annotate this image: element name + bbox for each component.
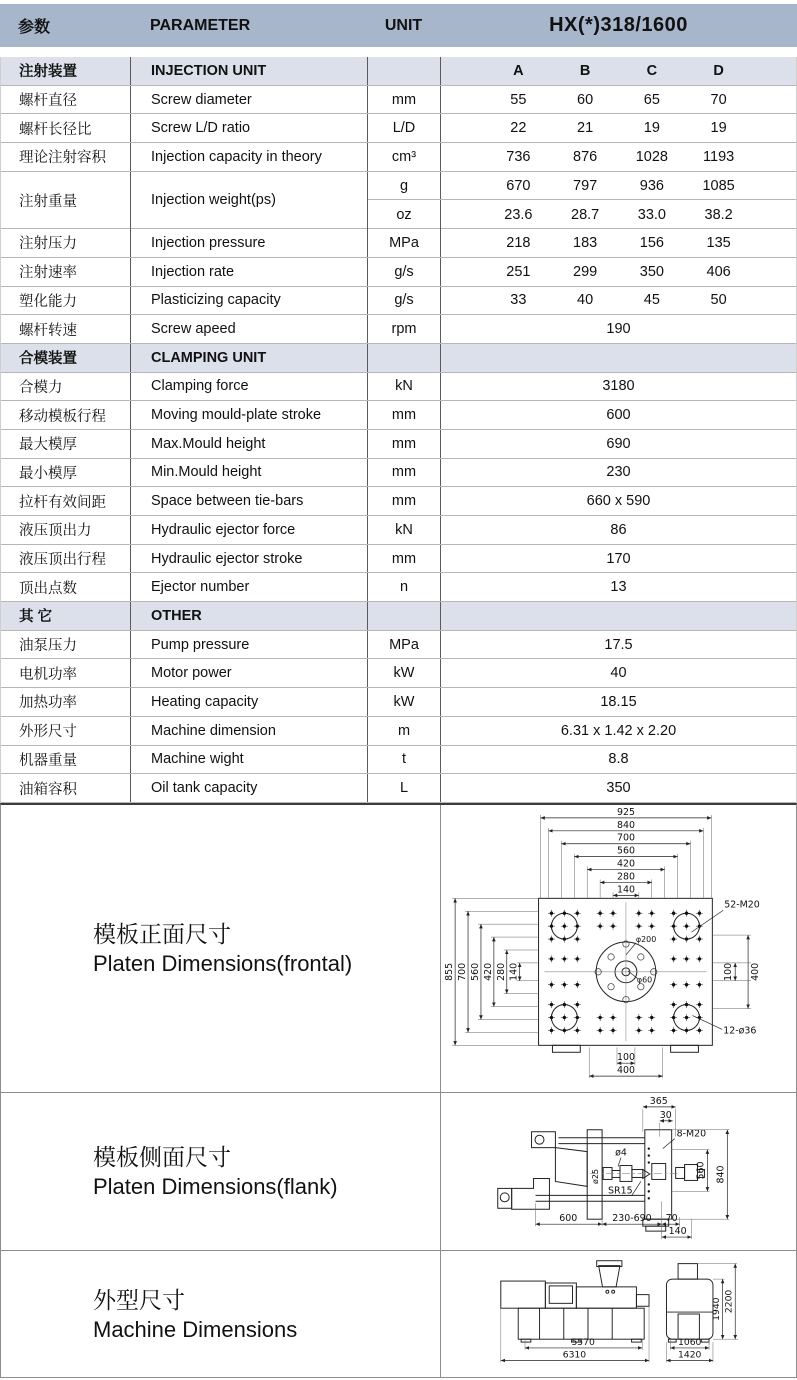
param-cn: 最小模厚 <box>1 459 131 487</box>
dim-label: 1420 <box>678 1349 702 1361</box>
param-cn: 注射压力 <box>1 229 131 257</box>
section-cn: 注射装置 <box>1 57 131 85</box>
dim-label: 30 <box>659 1110 672 1122</box>
panel-title-en: Platen Dimensions(frontal) <box>93 951 353 977</box>
value-cells <box>485 200 752 229</box>
param-en: Plasticizing capacity <box>131 287 368 315</box>
spec-row-screw-ld <box>1 114 796 143</box>
weight-row-g <box>368 172 796 201</box>
leader-labels <box>626 900 760 1037</box>
dim-label: 6310 <box>562 1349 587 1361</box>
value-cells <box>485 86 752 114</box>
value-span: 190 <box>606 321 631 338</box>
dim-label: 140 <box>616 884 635 896</box>
dim-label: 100 <box>723 963 735 982</box>
spec-row-tie-bars <box>1 487 796 516</box>
dim-label: 280 <box>495 963 507 982</box>
spec-row-max-mould <box>1 430 796 459</box>
header-gap <box>0 47 797 57</box>
value-span: 600 <box>606 407 631 424</box>
dim-label: 1940 <box>710 1297 722 1321</box>
spec-row-ejector-number <box>1 573 796 602</box>
dim-label: 365 <box>649 1096 668 1108</box>
param-en: Screw diameter <box>131 86 368 114</box>
spec-row-injection-capacity <box>1 143 796 172</box>
value-b: 299 <box>573 263 598 280</box>
panel-title-cn: 模板侧面尺寸 <box>93 1144 231 1170</box>
unit-cell: g/s <box>368 258 441 286</box>
unit-cell: g/s <box>368 287 441 315</box>
header-param-en: PARAMETER <box>150 16 251 34</box>
section-row-other <box>1 602 796 631</box>
value-d: 135 <box>706 234 731 251</box>
dim-label: 400 <box>616 1065 635 1077</box>
param-cn: 油泵压力 <box>1 631 131 659</box>
value-span: 18.15 <box>600 693 637 710</box>
panel-title-en: Platen Dimensions(flank) <box>93 1174 338 1200</box>
spec-row-injection-rate <box>1 258 796 287</box>
value-span: 660 x 590 <box>586 493 651 510</box>
value-b: 28.7 <box>571 206 600 223</box>
spec-row-ejector-force <box>1 516 796 545</box>
value-span: 8.8 <box>608 751 629 768</box>
dim-label: 280 <box>616 871 635 883</box>
spec-row-injection-pressure <box>1 229 796 258</box>
param-cn: 移动模板行程 <box>1 401 131 429</box>
dim-label: 400 <box>750 963 762 982</box>
dim-label: 600 <box>559 1213 578 1225</box>
param-en: Machine dimension <box>131 717 368 745</box>
dim-label: 1060 <box>678 1336 702 1348</box>
value-span: 40 <box>610 665 627 682</box>
value-b: 60 <box>577 91 594 108</box>
param-en: Oil tank capacity <box>131 774 368 802</box>
col-b: B <box>579 62 591 79</box>
panel-label <box>1 1093 441 1250</box>
value-span: 17.5 <box>604 636 633 653</box>
section-cn: 合模装置 <box>1 344 131 372</box>
dim-label: ø25 <box>591 1169 601 1185</box>
param-en: Space between tie-bars <box>131 487 368 515</box>
param-en: Clamping force <box>131 373 368 401</box>
weight-row-oz <box>368 200 796 229</box>
value-a: 55 <box>510 91 527 108</box>
col-a: A <box>513 62 524 79</box>
param-en: Injection capacity in theory <box>131 143 368 171</box>
dim-label: 560 <box>695 1161 707 1180</box>
value-span: 6.31 x 1.42 x 2.20 <box>560 722 677 739</box>
dim-label: 840 <box>715 1165 727 1184</box>
unit-cell: MPa <box>368 229 441 257</box>
spec-table <box>0 57 797 803</box>
param-en: Pump pressure <box>131 631 368 659</box>
unit-cell: n <box>368 573 441 601</box>
value-span: 3180 <box>602 378 635 395</box>
spec-row-oil-tank <box>1 774 796 803</box>
value-b: 797 <box>573 177 598 194</box>
header-unit: UNIT <box>384 16 423 34</box>
spec-row-screw-speed <box>1 315 796 344</box>
unit-cell: kW <box>368 659 441 687</box>
unit-cell: kN <box>368 516 441 544</box>
unit-cell: mm <box>368 459 441 487</box>
param-en: Injection rate <box>131 258 368 286</box>
value-span: 170 <box>606 550 631 567</box>
value-c: 156 <box>639 234 664 251</box>
machine-dimensions-drawing <box>441 1252 796 1376</box>
unit-cell: m <box>368 717 441 745</box>
spec-row-pump-pressure <box>1 631 796 660</box>
value-span: 350 <box>606 780 631 797</box>
param-cn: 合模力 <box>1 373 131 401</box>
value-span <box>441 602 796 630</box>
param-cn: 拉杆有效间距 <box>1 487 131 515</box>
panel-title-cn: 外型尺寸 <box>93 1286 185 1313</box>
dim-label: 925 <box>616 807 635 819</box>
value-b: 21 <box>577 120 594 137</box>
spec-row-injection-weight <box>1 172 796 229</box>
value-d: 19 <box>710 120 727 137</box>
param-cn: 机器重量 <box>1 746 131 774</box>
param-en: Injection pressure <box>131 229 368 257</box>
spec-row-min-mould <box>1 459 796 488</box>
param-en: Moving mould-plate stroke <box>131 401 368 429</box>
value-d: 70 <box>710 91 727 108</box>
unit-cell: mm <box>368 86 441 114</box>
platen-frontal-drawing <box>441 805 796 1092</box>
param-cn: 顶出点数 <box>1 573 131 601</box>
unit-cell: L/D <box>368 114 441 142</box>
panel-title-cn: 模板正面尺寸 <box>93 921 231 947</box>
param-en: Hydraulic ejector force <box>131 516 368 544</box>
dim-label: 70 <box>665 1213 678 1225</box>
spec-row-moving-stroke <box>1 401 796 430</box>
panel-label <box>1 805 441 1092</box>
unit-cell: kW <box>368 688 441 716</box>
value-cells <box>485 143 752 171</box>
dim-label: 5570 <box>571 1336 595 1348</box>
value-cells <box>485 172 752 200</box>
center-circle-label: φ200 <box>635 935 657 945</box>
header-param-cn: 参数 <box>18 19 51 36</box>
value-b: 876 <box>573 148 598 165</box>
unit-cell: g <box>368 172 441 200</box>
section-en: OTHER <box>131 602 368 630</box>
param-en: Machine wight <box>131 746 368 774</box>
dims-bottom <box>589 1048 662 1079</box>
machine-end-view <box>666 1264 713 1342</box>
table-header <box>0 4 797 47</box>
unit-cell: mm <box>368 401 441 429</box>
dim-label: 100 <box>616 1052 635 1064</box>
unit-cell <box>368 602 441 630</box>
value-d: 50 <box>710 292 727 309</box>
param-en: Min.Mould height <box>131 459 368 487</box>
value-c: 350 <box>639 263 664 280</box>
unit-cell: MPa <box>368 631 441 659</box>
value-cells <box>485 287 752 315</box>
dim-label: ø4 <box>615 1147 627 1159</box>
dim-label: 700 <box>457 963 469 982</box>
value-a: 22 <box>510 120 527 137</box>
bolt-spec-label: 8-M20 <box>676 1129 707 1141</box>
unit-cell: oz <box>368 200 441 229</box>
value-d: 1193 <box>703 148 735 165</box>
value-a: 670 <box>506 177 531 194</box>
drawing-panels <box>0 803 797 1378</box>
value-c: 45 <box>643 292 660 309</box>
value-b: 183 <box>573 234 598 251</box>
param-en: Ejector number <box>131 573 368 601</box>
value-a: 736 <box>506 148 531 165</box>
section-en: CLAMPING UNIT <box>131 344 368 372</box>
value-a: 23.6 <box>504 206 533 223</box>
dim-label: 140 <box>508 963 520 982</box>
hole-spec-label: 12-ø36 <box>723 1025 757 1037</box>
value-d: 406 <box>706 263 731 280</box>
value-d: 38.2 <box>704 206 733 223</box>
param-cn: 外形尺寸 <box>1 717 131 745</box>
unit-cell: kN <box>368 373 441 401</box>
unit-cell: mm <box>368 487 441 515</box>
weight-subrows <box>368 172 796 229</box>
section-row-clamping <box>1 344 796 373</box>
value-span: 86 <box>610 521 627 538</box>
dim-label: 2200 <box>723 1289 735 1313</box>
unit-cell: cm³ <box>368 143 441 171</box>
value-c: 65 <box>643 91 660 108</box>
dim-label: 560 <box>616 846 635 858</box>
value-span <box>441 344 796 372</box>
spec-row-screw-diameter <box>1 86 796 115</box>
section-en: INJECTION UNIT <box>131 57 368 85</box>
value-span: 690 <box>606 435 631 452</box>
param-en: Max.Mould height <box>131 430 368 458</box>
section-row-injection <box>1 57 796 86</box>
unit-cell: mm <box>368 545 441 573</box>
unit-cell: mm <box>368 430 441 458</box>
unit-cell: L <box>368 774 441 802</box>
unit-cell <box>368 57 441 85</box>
param-cn: 螺杆转速 <box>1 315 131 343</box>
model-number: HX(*)318/1600 <box>549 14 688 36</box>
value-cells <box>485 114 752 142</box>
param-cn: 加热功率 <box>1 688 131 716</box>
dim-label: 230-690 <box>612 1213 652 1225</box>
machine-side-view <box>501 1261 649 1342</box>
dim-label: 140 <box>668 1226 687 1238</box>
spec-row-clamping-force <box>1 373 796 402</box>
dim-label: 855 <box>444 963 456 982</box>
param-cn: 注射速率 <box>1 258 131 286</box>
bolt-spec-label: 52-M20 <box>724 899 760 911</box>
param-cn: 注射重量 <box>1 172 131 229</box>
value-cells <box>485 258 752 286</box>
dim-label: 420 <box>616 858 635 870</box>
param-en: Motor power <box>131 659 368 687</box>
param-en: Screw L/D ratio <box>131 114 368 142</box>
spec-row-plasticizing <box>1 287 796 316</box>
unit-cell <box>368 344 441 372</box>
param-cn: 液压顶出力 <box>1 516 131 544</box>
param-en: Injection weight(ps) <box>131 172 368 229</box>
param-en: Hydraulic ejector stroke <box>131 545 368 573</box>
param-cn: 液压顶出行程 <box>1 545 131 573</box>
value-c: 33.0 <box>637 206 666 223</box>
spec-row-heating-capacity <box>1 688 796 717</box>
param-cn: 螺杆长径比 <box>1 114 131 142</box>
panel-label <box>1 1251 441 1377</box>
param-en: Screw apeed <box>131 315 368 343</box>
dims-left <box>444 899 538 1046</box>
value-b: 40 <box>577 292 594 309</box>
dim-label: 560 <box>469 963 481 982</box>
param-en: Heating capacity <box>131 688 368 716</box>
dim-label: 840 <box>616 820 635 832</box>
unit-cell: t <box>368 746 441 774</box>
column-letters <box>485 57 752 85</box>
param-cn: 电机功率 <box>1 659 131 687</box>
value-c: 19 <box>643 120 660 137</box>
platen-flank-drawing <box>441 1093 796 1250</box>
spec-row-ejector-stroke <box>1 545 796 574</box>
section-cn: 其 它 <box>1 602 131 630</box>
panel-platen-flank <box>1 1093 796 1251</box>
unit-cell: rpm <box>368 315 441 343</box>
dims-top <box>541 807 712 898</box>
param-cn: 理论注射容积 <box>1 143 131 171</box>
spec-row-machine-weight <box>1 746 796 775</box>
dim-label: 700 <box>616 833 635 845</box>
panel-machine-dimensions <box>1 1251 796 1377</box>
center-hole-label: φ60 <box>636 976 653 986</box>
value-a: 251 <box>506 263 531 280</box>
value-c: 1028 <box>635 148 668 165</box>
col-d: D <box>713 62 724 79</box>
value-d: 1085 <box>702 177 735 194</box>
param-cn: 塑化能力 <box>1 287 131 315</box>
param-cn: 油箱容积 <box>1 774 131 802</box>
value-a: 218 <box>506 234 531 251</box>
value-span: 13 <box>610 579 627 596</box>
spec-row-motor-power <box>1 659 796 688</box>
value-span: 230 <box>606 464 631 481</box>
value-a: 33 <box>510 292 527 309</box>
col-c: C <box>646 62 658 79</box>
machine-dims <box>501 1264 738 1363</box>
param-cn: 螺杆直径 <box>1 86 131 114</box>
param-cn: 最大模厚 <box>1 430 131 458</box>
panel-platen-frontal <box>1 805 796 1093</box>
spec-row-machine-dimension <box>1 717 796 746</box>
dim-label: 420 <box>482 963 494 982</box>
value-c: 936 <box>639 177 664 194</box>
dims-right <box>712 935 761 1008</box>
panel-title-en: Machine Dimensions <box>93 1316 298 1342</box>
radius-label: SR15 <box>608 1185 633 1197</box>
value-cells <box>485 229 752 257</box>
